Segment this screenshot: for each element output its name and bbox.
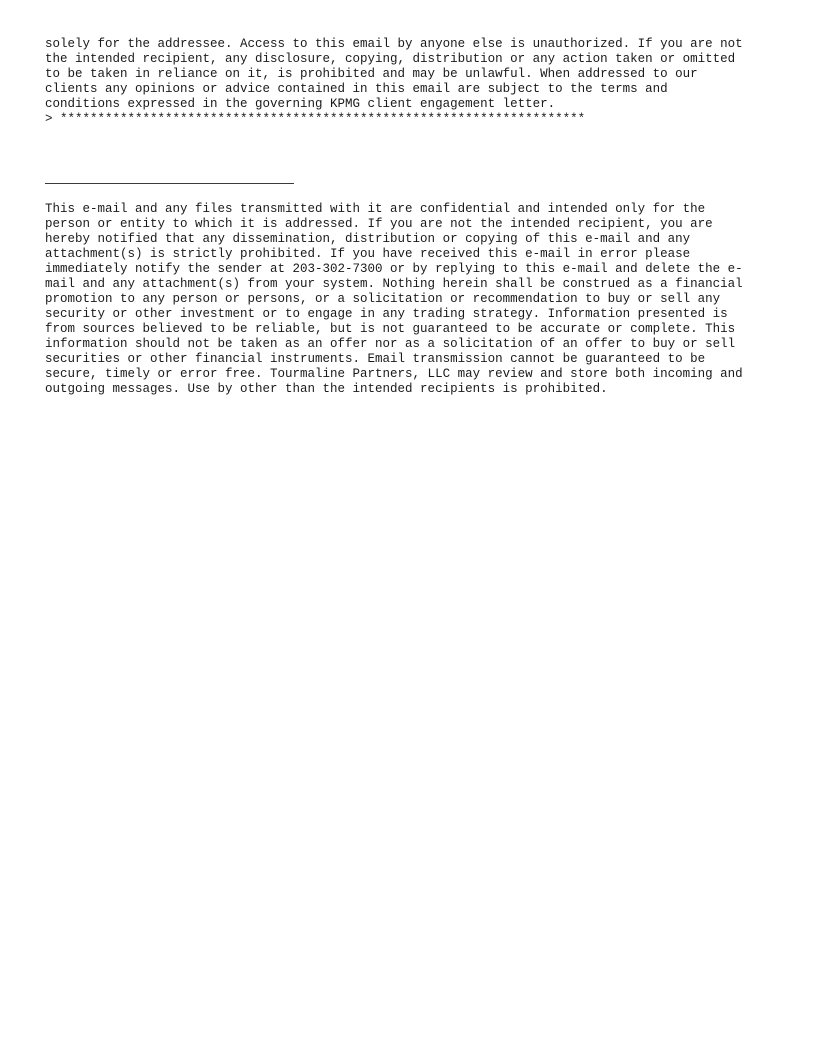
disclaimer-line: from sources believed to be reliable, but is not guaranteed to be accurate or complete. This — [45, 322, 736, 336]
disclaimer-line: secure, timely or error free. Tourmaline Partners, LLC may review and store both incoming and — [45, 367, 743, 381]
disclaimer-line: attachment(s) is strictly prohibited. If you have received this e-mail in error please — [45, 247, 691, 261]
asterisk-separator: > ********************************************************************** — [45, 112, 586, 126]
disclaimer-line: This e-mail and any files transmitted with it are confidential and intended only for the — [45, 202, 706, 216]
disclaimer-line: mail and any attachment(s) from your system. Nothing herein shall be construed as a financial — [45, 277, 743, 291]
disclaimer-line: hereby notified that any dissemination, distribution or copying of this e-mail and any — [45, 232, 691, 246]
disclaimer-line: securities or other financial instruments. Email transmission cannot be guaranteed to be — [45, 352, 706, 366]
disclaimer-line: information should not be taken as an offer nor as a solicitation of an offer to buy or sell — [45, 337, 736, 351]
disclaimer-line: clients any opinions or advice contained in this email are subject to the terms and — [45, 82, 668, 96]
disclaimer-line: immediately notify the sender at 203-302-7300 or by replying to this e-mail and delete the e- — [45, 262, 743, 276]
disclaimer-line: promotion to any person or persons, or a solicitation or recommendation to buy or sell any — [45, 292, 721, 306]
tourmaline-disclaimer — [45, 202, 785, 397]
disclaimer-line: the intended recipient, any disclosure, copying, distribution or any action taken or omitted — [45, 52, 736, 66]
kpmg-disclaimer — [45, 37, 785, 127]
signature-separator — [45, 172, 785, 187]
email-body — [45, 37, 785, 397]
spacer — [45, 127, 785, 172]
disclaimer-line: to be taken in reliance on it, is prohibited and may be unlawful. When addressed to our — [45, 67, 698, 81]
disclaimer-line: solely for the addressee. Access to this email by anyone else is unauthorized. If you are not — [45, 37, 743, 51]
spacer — [45, 187, 785, 202]
horizontal-rule — [45, 183, 294, 184]
disclaimer-line: conditions expressed in the governing KPMG client engagement letter. — [45, 97, 556, 111]
disclaimer-line: person or entity to which it is addressed. If you are not the intended recipient, you are — [45, 217, 713, 231]
disclaimer-line: security or other investment or to engage in any trading strategy. Information presented is — [45, 307, 728, 321]
disclaimer-line: outgoing messages. Use by other than the intended recipients is prohibited. — [45, 382, 608, 396]
